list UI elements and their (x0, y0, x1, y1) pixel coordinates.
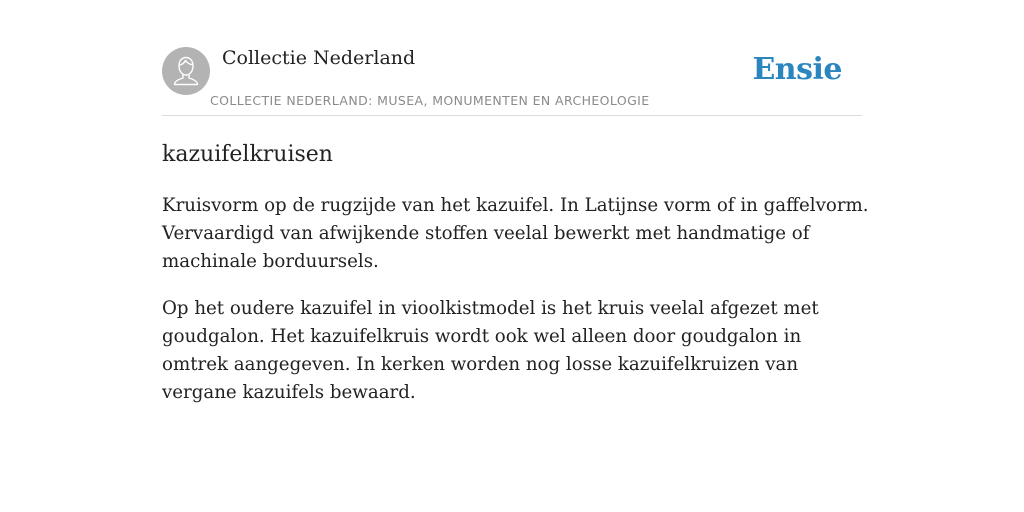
ensie-logo[interactable]: Ensie (752, 52, 842, 87)
user-silhouette-icon (162, 47, 210, 95)
author-name[interactable]: Collectie Nederland (222, 47, 416, 69)
author-avatar[interactable] (162, 47, 210, 95)
author-subtitle: COLLECTIE NEDERLAND: MUSEA, MONUMENTEN EN ARCHEOLOGIE (210, 93, 650, 108)
entry-paragraph: Kruisvorm op de rugzijde van het kazuifel. In Latijnse vorm of in gaffelvorm. Vervaardigd van afwijkende stoffen veelal bewerkt met handmatige of machinale borduursels. (162, 195, 869, 272)
entry-title: kazuifelkruisen (162, 142, 333, 167)
entry-card (162, 0, 869, 512)
entry-paragraph: Op het oudere kazuifel in vioolkistmodel is het kruis veelal afgezet met goudgalon. Het kazuifelkruis wordt ook wel alleen door goudgalon in omtrek aangegeven. In kerken worden nog losse kazuifelkruizen van vergane kazuifels bewaard. (162, 298, 819, 403)
entry-header (162, 0, 862, 116)
entry-content (162, 192, 872, 426)
